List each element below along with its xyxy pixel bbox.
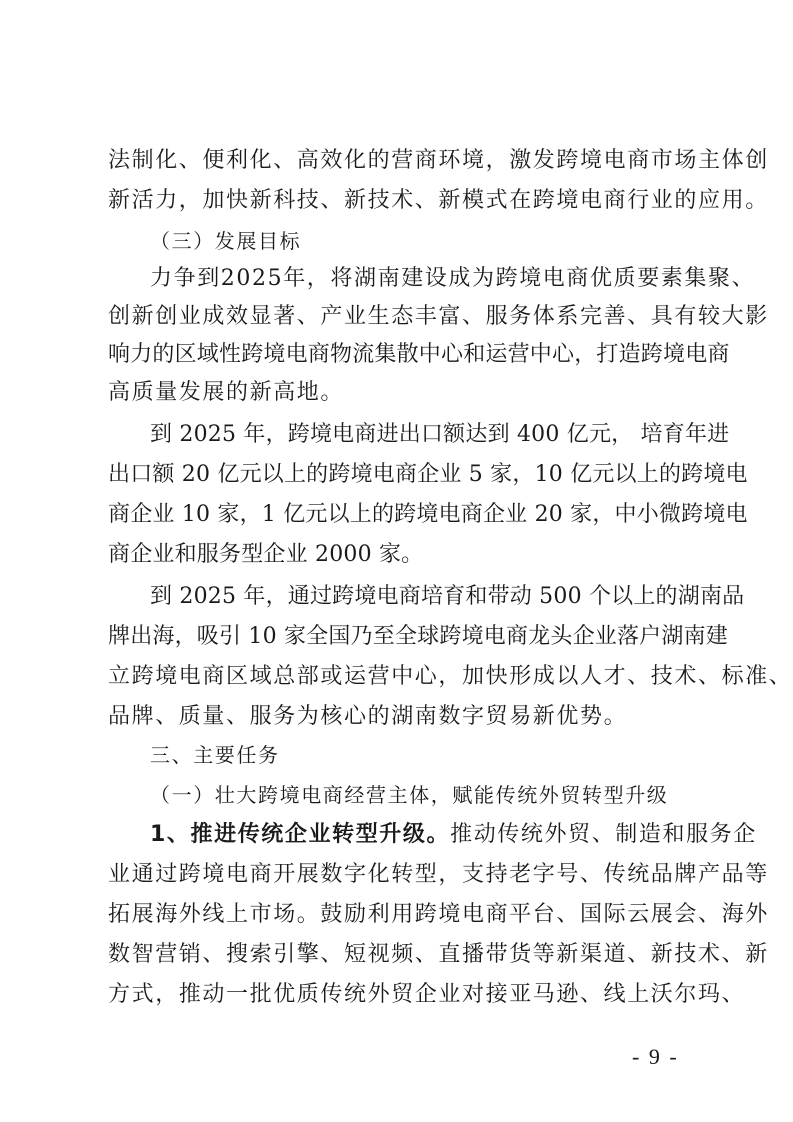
text-line: 响力的区域性跨境电商物流集散中心和运营中心，打造跨境电商: [108, 342, 730, 367]
text-line: 到 2025 年，通过跨境电商培育和带动 500 个以上的湖南品: [150, 584, 745, 609]
text-line: 新活力，加快新科技、新技术、新模式在跨境电商行业的应用。: [108, 188, 769, 213]
text-line: 创新创业成效显著、产业生态丰富、服务体系完善、具有较大影: [108, 304, 769, 329]
section-heading: （三）发展目标: [150, 229, 302, 253]
text-line: 业通过跨境电商开展数字化转型，支持老字号、传统品牌产品等: [108, 862, 769, 887]
text-line: 出口额 20 亿元以上的跨境电商企业 5 家，10 亿元以上的跨境电: [108, 462, 748, 487]
text-line: 数智营销、搜索引擎、短视频、直播带货等新渠道、新技术、新: [108, 942, 769, 967]
subsection-heading: （一）壮大跨境电商经营主体，赋能传统外贸转型升级: [150, 783, 669, 807]
section-heading: 三、主要任务: [150, 743, 280, 767]
text-line: 高质量发展的新高地。: [108, 380, 345, 405]
text-line: 方式，推动一批优质传统外贸企业对接亚马逊、线上沃尔玛、: [108, 982, 746, 1007]
task-line: [150, 820, 757, 850]
text-line: 商企业 10 家，1 亿元以上的跨境电商企业 20 家，中小微跨境电: [108, 502, 748, 527]
task-title: 1、推进传统企业转型升级。: [150, 822, 451, 847]
text-line: 力争到2025年，将湖南建设成为跨境电商优质要素集聚、: [150, 266, 756, 291]
text-line: 到 2025 年，跨境电商进出口额达到 400 亿元， 培育年进: [150, 422, 730, 447]
text-line: 拓展海外线上市场。鼓励利用跨境电商平台、国际云展会、海外: [108, 902, 769, 927]
text-line: 商企业和服务型企业 2000 家。: [108, 542, 424, 567]
text-line: 品牌、质量、服务为核心的湖南数字贸易新优势。: [108, 704, 628, 729]
text-line: 法制化、便利化、高效化的营商环境，激发跨境电商市场主体创: [108, 148, 769, 173]
task-text: 推动传统外贸、制造和服务企: [450, 822, 757, 847]
text-line: 立跨境电商区域总部或运营中心，加快形成以人才、技术、标准、: [108, 664, 793, 689]
text-line: 牌出海，吸引 10 家全国乃至全球跨境电商龙头企业落户湖南建: [108, 624, 728, 649]
page-number: - 9 -: [632, 1044, 679, 1069]
